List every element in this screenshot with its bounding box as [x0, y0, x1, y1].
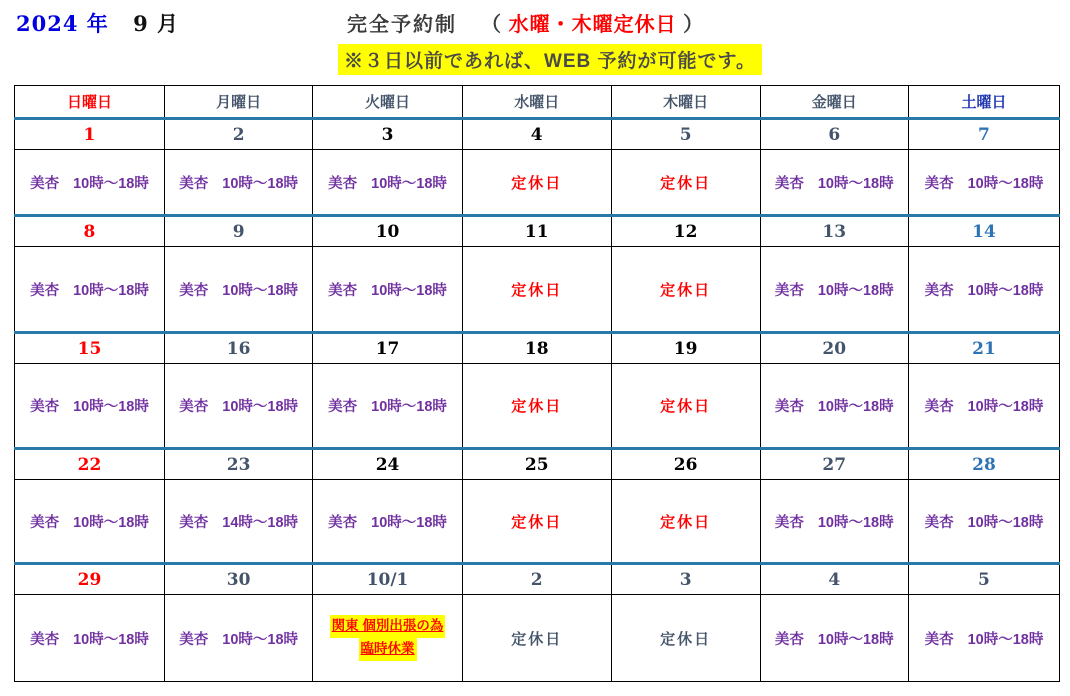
shift-time: 10時～18時	[817, 631, 894, 648]
schedule-row	[15, 247, 1060, 333]
web-reservation-note: ※３日以前であれば、WEB 予約が可能です。	[338, 44, 762, 75]
day-header: 日曜日	[15, 86, 165, 119]
date-cell: 17	[313, 333, 462, 364]
shift-cell	[760, 480, 908, 564]
shift-cell	[164, 247, 312, 333]
date-cell: 12	[611, 216, 760, 247]
shift-time: 10時～18時	[73, 631, 149, 648]
date-cell: 2	[164, 119, 312, 150]
year-label: 2024 年	[16, 11, 109, 36]
notice-cell	[313, 595, 462, 682]
day-header: 月曜日	[164, 86, 312, 119]
shift-time: 10時～18時	[73, 282, 149, 299]
shift-text	[328, 283, 447, 299]
schedule-row	[15, 595, 1060, 682]
closed-label: 定休日	[660, 398, 712, 415]
closed-cell	[462, 595, 611, 682]
closed-cell	[611, 150, 760, 216]
shift-cell	[760, 595, 908, 682]
closed-label: 定休日	[660, 174, 712, 192]
staff-name: 美杏	[924, 175, 954, 192]
date-cell: 21	[908, 333, 1059, 364]
closed-cell	[611, 480, 760, 564]
shift-text	[30, 632, 149, 648]
paren-close: ）	[683, 14, 705, 36]
shift-time: 10時～18時	[967, 631, 1044, 648]
shift-text	[179, 632, 298, 648]
staff-name: 美杏	[774, 175, 804, 192]
business-trip-notice: 臨時休業	[359, 638, 417, 661]
date-cell: 4	[760, 564, 908, 595]
shift-cell	[164, 150, 312, 216]
closed-cell	[611, 247, 760, 333]
date-cell: 3	[313, 119, 462, 150]
schedule-row	[15, 150, 1060, 216]
shift-time: 10時～18時	[222, 399, 299, 415]
shift-time: 10時～18時	[967, 514, 1044, 531]
staff-name: 美杏	[179, 282, 209, 299]
closed-cell	[462, 247, 611, 333]
schedule-row	[15, 364, 1060, 449]
date-cell: 1	[15, 119, 165, 150]
shift-time: 10時～18時	[371, 399, 447, 415]
date-cell: 20	[760, 333, 908, 364]
staff-name: 美杏	[774, 631, 804, 648]
staff-name: 美杏	[179, 514, 209, 531]
shift-time: 10時～18時	[73, 514, 149, 531]
closed-days-note	[481, 8, 704, 37]
staff-name: 美杏	[924, 514, 954, 531]
closed-label: 定休日	[660, 630, 712, 648]
staff-name: 美杏	[924, 399, 954, 415]
schedule-row	[15, 480, 1060, 564]
staff-name: 美杏	[30, 282, 60, 299]
staff-name: 美杏	[179, 175, 209, 192]
closed-label: 定休日	[660, 281, 712, 299]
shift-text	[925, 515, 1044, 531]
shift-cell	[760, 247, 908, 333]
notice-line-wrap	[313, 638, 461, 661]
shift-time: 10時～18時	[967, 282, 1044, 299]
shift-text	[925, 632, 1044, 648]
shift-cell	[313, 364, 462, 449]
staff-name: 美杏	[30, 175, 60, 192]
shift-cell	[908, 595, 1059, 682]
staff-name: 美杏	[924, 282, 954, 299]
date-cell: 4	[462, 119, 611, 150]
shift-time: 10時～18時	[817, 399, 894, 415]
shift-text	[328, 399, 447, 415]
date-cell: 8	[15, 216, 165, 247]
shift-cell	[164, 364, 312, 449]
date-cell: 29	[15, 564, 165, 595]
shift-cell	[313, 150, 462, 216]
shift-text	[775, 632, 894, 648]
date-cell: 14	[908, 216, 1059, 247]
date-cell: 10/1	[313, 564, 462, 595]
shift-time: 10時～18時	[222, 175, 299, 192]
shift-text	[179, 515, 298, 531]
shift-time: 10時～18時	[967, 399, 1044, 415]
shift-cell	[760, 364, 908, 449]
shift-cell	[313, 247, 462, 333]
date-cell: 24	[313, 449, 462, 480]
shift-cell	[15, 480, 165, 564]
date-row	[15, 564, 1060, 595]
date-cell: 15	[15, 333, 165, 364]
closed-days-text: 水曜・木曜定休日	[508, 14, 677, 36]
date-row	[15, 449, 1060, 480]
title-row	[0, 0, 1070, 38]
shift-text	[925, 283, 1044, 299]
staff-name: 美杏	[30, 631, 60, 648]
date-cell: 28	[908, 449, 1059, 480]
shift-cell	[908, 150, 1059, 216]
shift-cell	[908, 364, 1059, 449]
date-row	[15, 333, 1060, 364]
shift-cell	[15, 364, 165, 449]
shift-time: 14時～18時	[222, 514, 299, 531]
date-cell: 5	[908, 564, 1059, 595]
date-cell: 2	[462, 564, 611, 595]
staff-name: 美杏	[328, 175, 358, 192]
closed-cell	[611, 595, 760, 682]
staff-name: 美杏	[774, 514, 804, 531]
shift-cell	[164, 595, 312, 682]
date-cell: 3	[611, 564, 760, 595]
shift-text	[179, 176, 298, 192]
date-cell: 9	[164, 216, 312, 247]
date-cell: 13	[760, 216, 908, 247]
day-header-row	[15, 86, 1060, 119]
month-label: 9 月	[133, 11, 180, 36]
closed-cell	[611, 364, 760, 449]
closed-label: 定休日	[511, 513, 563, 531]
closed-label: 定休日	[511, 630, 563, 648]
date-cell: 6	[760, 119, 908, 150]
year-month	[16, 8, 179, 38]
date-row	[15, 216, 1060, 247]
calendar-table	[14, 85, 1060, 682]
shift-text	[30, 283, 149, 299]
date-cell: 5	[611, 119, 760, 150]
date-cell: 22	[15, 449, 165, 480]
date-cell: 23	[164, 449, 312, 480]
shift-text	[775, 399, 894, 415]
shift-text	[328, 176, 447, 192]
day-header: 金曜日	[760, 86, 908, 119]
shift-cell	[15, 150, 165, 216]
shift-text	[775, 176, 894, 192]
staff-name: 美杏	[328, 282, 358, 299]
staff-name: 美杏	[179, 399, 209, 415]
shift-time: 10時～18時	[73, 175, 149, 192]
date-cell: 26	[611, 449, 760, 480]
shift-time: 10時～18時	[371, 282, 447, 299]
shift-text	[30, 399, 149, 415]
shift-text	[925, 176, 1044, 192]
closed-label: 定休日	[511, 281, 563, 299]
shift-text	[179, 283, 298, 299]
staff-name: 美杏	[179, 631, 209, 648]
business-trip-notice: 関東 個別出張の為	[330, 615, 446, 638]
shift-time: 10時～18時	[222, 631, 299, 648]
shift-text	[328, 515, 447, 531]
date-cell: 19	[611, 333, 760, 364]
date-cell: 18	[462, 333, 611, 364]
shift-time: 10時～18時	[817, 282, 894, 299]
shift-text	[775, 515, 894, 531]
date-cell: 16	[164, 333, 312, 364]
date-cell: 10	[313, 216, 462, 247]
paren-open: （	[481, 14, 503, 36]
date-row	[15, 119, 1060, 150]
shift-time: 10時～18時	[967, 175, 1044, 192]
shift-cell	[164, 480, 312, 564]
staff-name: 美杏	[924, 631, 954, 648]
shift-cell	[760, 150, 908, 216]
closed-cell	[462, 364, 611, 449]
shift-cell	[15, 247, 165, 333]
staff-name: 美杏	[328, 399, 358, 415]
notice-line-wrap	[313, 615, 461, 638]
staff-name: 美杏	[30, 514, 60, 531]
closed-label: 定休日	[660, 513, 712, 531]
date-cell: 11	[462, 216, 611, 247]
staff-name: 美杏	[30, 399, 60, 415]
shift-time: 10時～18時	[817, 514, 894, 531]
closed-cell	[462, 480, 611, 564]
day-header: 火曜日	[313, 86, 462, 119]
date-cell: 7	[908, 119, 1059, 150]
shift-text	[179, 399, 298, 415]
day-header: 土曜日	[908, 86, 1059, 119]
shift-time: 10時～18時	[73, 399, 149, 415]
shift-time: 10時～18時	[817, 175, 894, 192]
shift-cell	[908, 247, 1059, 333]
shift-text	[925, 399, 1044, 415]
shift-cell	[313, 480, 462, 564]
closed-label: 定休日	[511, 398, 563, 415]
shift-cell	[15, 595, 165, 682]
shift-time: 10時～18時	[371, 175, 447, 192]
date-cell: 27	[760, 449, 908, 480]
web-note-row	[0, 44, 1070, 75]
staff-name: 美杏	[774, 282, 804, 299]
closed-cell	[462, 150, 611, 216]
shift-time: 10時～18時	[371, 514, 447, 531]
shift-text	[30, 515, 149, 531]
date-cell: 30	[164, 564, 312, 595]
page-title: 完全予約制	[347, 14, 458, 36]
closed-label: 定休日	[511, 174, 563, 192]
day-header: 木曜日	[611, 86, 760, 119]
staff-name: 美杏	[774, 399, 804, 415]
shift-text	[775, 283, 894, 299]
day-header: 水曜日	[462, 86, 611, 119]
shift-cell	[908, 480, 1059, 564]
shift-text	[30, 176, 149, 192]
date-cell: 25	[462, 449, 611, 480]
staff-name: 美杏	[328, 514, 358, 531]
shift-time: 10時～18時	[222, 282, 299, 299]
